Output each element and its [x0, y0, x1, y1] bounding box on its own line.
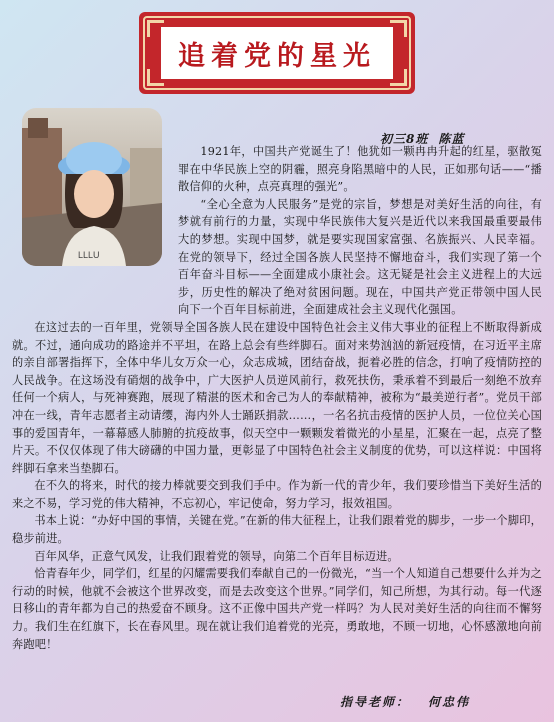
- paragraph: “全心全意为人民服务”是党的宗旨，梦想是对美好生活的向往，有梦就有前行的力量，实现中华民族伟大复兴是近代以来我国最重要最伟大的梦想。实现中国梦，就是要实现国家富强、名族振兴、人民幸福。在党的领导下，经过全国各族人民坚持不懈地奋斗，我们实现了第一个百年奋斗目标——全面建成小康社会。这无疑是社会主义进程上的大远步，历史性的解决了绝对贫困问题。现在，中国共产党正带领中国人民向下一个百年目标前进，全面建成社会主义现代化强国。: [178, 197, 542, 317]
- paragraph: 在不久的将来，时代的接力棒就要交到我们手中。作为新一代的青少年，我们要珍惜当下美好生活的来之不易，学习党的伟大精神，不忘初心，牢记使命，努力学习，报效祖国。: [12, 479, 542, 510]
- advisor-line: [340, 693, 540, 710]
- photo-wrap-spacer: [12, 143, 178, 303]
- paragraph: 恰青春年少，同学们，红星的闪耀需要我们奉献自己的一份微光，“当一个人知道自己想要什么并为之行动的时候，他就不会被这个世界改变，而是去改变这个世界。”同学们，知己所想，为其行动。每一代逐日移山的青年都为自己的热爱奋不顾身。这不正像中国共产党一样吗？为人民对美好生活的向往而不懈努力。我们生在红旗下，长在春风里。现在就让我们追着党的光亮，勇敢地，不顾一切地，心怀感激地向前奔跑吧！: [12, 567, 542, 651]
- page-title: 追着党的星光: [178, 40, 376, 72]
- author-name: 陈蓝: [438, 132, 465, 146]
- author-class: 初三8班: [380, 132, 429, 146]
- advisor-label: 指导老师：: [340, 695, 411, 709]
- paragraph: 百年风华，正意气风发，让我们跟着党的领导，向第二个百年目标迈进。: [34, 549, 399, 563]
- svg-text:LLLU: LLLU: [78, 250, 100, 260]
- advisor-name: 何忠伟: [428, 695, 471, 709]
- paragraph: 在这过去的一百年里，党领导全国各族人民在建设中国特色社会主义伟大事业的征程上不断取得新成就。不过，通向成功的路途并不平坦，在路上总会有些绊脚石。面对来势汹汹的新冠疫情，在习近平主席的亲自部署指挥下，全体中华儿女万众一心，众志成城，团结奋战，扼着必胜的信念，打响了疫情防控的人民战争。在这场没有硝烟的战争中，广大医护人员逆风前行，救死扶伤，秉承着不到最后一刻绝不放弃任何一个病人，与死神赛跑，展现了精湛的医术和舍己为人的奉献精神，被称为“最美逆行者”。党员干部冲在一线，青年志愿者主动请缨，海内外人士踊跃捐款……，一名名抗击疫情的医护人员，一位位关心国事的爱国青年，一幕幕感人肺腑的抗疫故事，似天空中一颗颗发着微光的小星星，汇聚在一起，点亮了整片天。不仅仅体现了伟大磅礴的中国力量，更彰显了中国特色社会主义制度的优势，可以这样说：中国将绊脚石拿来当垫脚石。: [12, 320, 542, 475]
- paragraph: 书本上说：“办好中国的事情，关键在党。”在新的伟大征程上，让我们跟着党的脚步，一步一个脚印，稳步前进。: [12, 514, 542, 546]
- article-body: [12, 143, 542, 653]
- paragraph: 1921年，中国共产党诞生了！他犹如一颗冉冉升起的红星，驱散冤罪在中华民族上空的阴霾，照亮身陷黑暗中的人民，正如那句话——“播散信仰的火种，点亮真理的强光”。: [178, 145, 542, 194]
- title-box: [159, 25, 395, 81]
- title-banner: [139, 12, 415, 94]
